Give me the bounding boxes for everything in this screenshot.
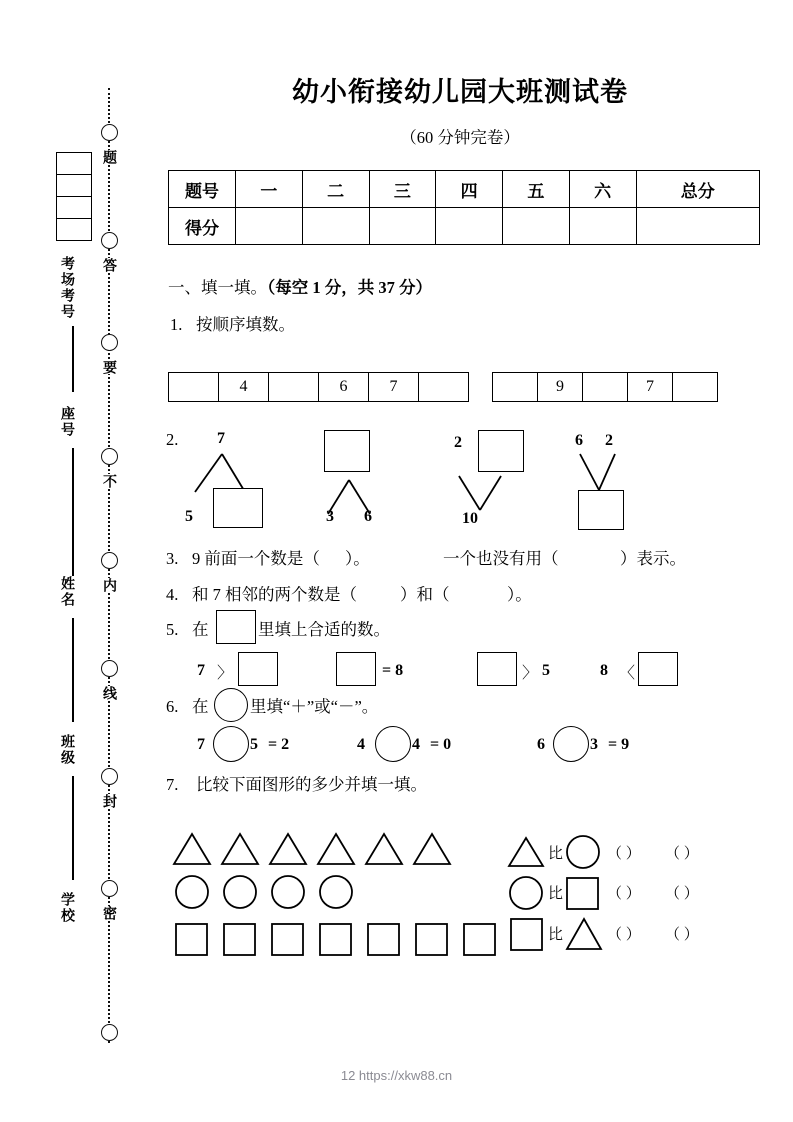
section-heading-prefix: 一、填一填。 xyxy=(168,278,267,297)
page-subtitle: （60 分钟完卷） xyxy=(400,128,520,147)
field-rule-name xyxy=(72,618,74,722)
q1-sequence-left[interactable] xyxy=(168,372,469,402)
score-table-col-6: 总分 xyxy=(636,171,760,208)
score-table-row-label-1: 得分 xyxy=(169,208,236,245)
question-7-text: 比较下面图形的多少并填一填。 xyxy=(196,775,427,794)
q2-bond2-answer-box[interactable] xyxy=(324,430,370,472)
table-row-scores xyxy=(169,208,760,245)
score-cell-3[interactable] xyxy=(436,208,503,245)
q5-expr4-answer-box[interactable] xyxy=(638,652,678,686)
seal-char-6: 封 xyxy=(101,794,116,808)
q2-bond2-left-value: 3 xyxy=(326,508,334,525)
seal-circle-4 xyxy=(101,448,118,465)
seal-char-7: 密 xyxy=(101,906,116,920)
field-label-class: 班级 xyxy=(59,734,74,766)
seal-char-3: 不 xyxy=(101,474,116,488)
q2-bond3-bottom-value: 10 xyxy=(462,510,478,527)
q6-expr2-a: 4 xyxy=(357,736,365,753)
footer-watermark: 12 https://xkw88.cn xyxy=(340,1068,453,1083)
triangle-icon xyxy=(222,834,258,864)
q5-expr2-op-and-value: = 8 xyxy=(382,662,404,679)
section-heading-scoring: （每空 1 分，共 37 分） xyxy=(267,278,432,297)
square-icon xyxy=(224,924,255,955)
question-4-text-mid: ）和（ xyxy=(400,585,450,604)
q5-expr1-left: 7 xyxy=(197,662,205,679)
q5-expr2-right: 8 xyxy=(395,662,404,679)
q1-left-cell-5[interactable] xyxy=(419,373,469,401)
field-rule-class xyxy=(72,776,74,880)
question-3-number: 3. xyxy=(166,549,179,568)
score-table-row-label-0: 题号 xyxy=(169,171,236,208)
triangle-icon xyxy=(414,834,450,864)
question-4-text: 和 7 相邻的两个数是（ xyxy=(192,585,357,604)
question-4-number: 4. xyxy=(166,585,179,604)
score-table-col-4: 五 xyxy=(503,171,570,208)
q5-expr4-op: 〈 xyxy=(619,665,636,682)
q6-expr2-b: 4 xyxy=(412,736,420,753)
section-heading xyxy=(168,278,432,298)
q5-expr1-op: 〉 xyxy=(217,665,234,682)
score-table-col-1: 二 xyxy=(302,171,369,208)
q2-bond1-left-value: 5 xyxy=(185,508,193,525)
q2-bond3-top-left-value: 2 xyxy=(454,434,462,451)
seal-char-0: 题 xyxy=(101,150,116,164)
question-1-number: 1. xyxy=(170,315,183,334)
square-icon xyxy=(464,924,495,955)
q6-expr3-b: 3 xyxy=(590,736,598,753)
question-3-text-a-end: ）。 xyxy=(345,549,370,568)
triangle-icon xyxy=(174,834,210,864)
field-label-seat-number: 座号 xyxy=(59,406,74,438)
question-5-text-b: 里填上合适的数。 xyxy=(258,620,390,639)
q6-expr3-a: 6 xyxy=(537,736,545,753)
question-4-text-end: ）。 xyxy=(507,585,532,604)
q7-compare-blank-3a[interactable]: （ ） xyxy=(607,927,641,943)
question-2-number: 2. xyxy=(166,430,179,449)
q2-bond4-top-left-value: 6 xyxy=(575,432,583,449)
exam-number-box-2[interactable] xyxy=(57,175,91,197)
seal-char-4: 内 xyxy=(101,578,116,592)
q7-compare-blank-3b[interactable]: （ ） xyxy=(665,927,699,943)
q7-compare-word-3: 比 xyxy=(548,927,564,943)
q7-compare-blank-2b[interactable]: （ ） xyxy=(665,886,699,902)
exam-number-box-1[interactable] xyxy=(57,153,91,175)
q1-left-cell-1[interactable]: 4 xyxy=(219,373,269,401)
score-table-col-2: 三 xyxy=(369,171,436,208)
score-table-col-0: 一 xyxy=(236,171,303,208)
score-cell-0[interactable] xyxy=(236,208,303,245)
question-7-number: 7. xyxy=(166,775,179,794)
q6-expr2-result: = 0 xyxy=(430,736,452,753)
field-rule-exam-number xyxy=(72,326,74,392)
seal-circle-3 xyxy=(101,334,118,351)
circle-icon xyxy=(176,876,208,908)
score-table xyxy=(168,170,760,245)
circle-icon xyxy=(224,876,256,908)
q1-right-cell-1[interactable]: 9 xyxy=(538,373,583,401)
circle-icon xyxy=(272,876,304,908)
triangle-icon xyxy=(270,834,306,864)
q6-inline-circle-icon xyxy=(214,688,248,722)
q7-compare-blank-1a[interactable]: （ ） xyxy=(607,846,641,862)
seal-circle-7 xyxy=(101,768,118,785)
left-margin-seal-area xyxy=(0,0,150,1122)
exam-number-boxes[interactable] xyxy=(56,152,92,241)
question-6-text-a: 在 xyxy=(192,697,209,716)
q6-expr1-a: 7 xyxy=(197,736,205,753)
square-icon xyxy=(320,924,351,955)
q5-expr4-left: 8 xyxy=(600,662,608,679)
triangle-icon xyxy=(318,834,354,864)
score-cell-1[interactable] xyxy=(302,208,369,245)
question-3-text-b-end: ）表示。 xyxy=(620,549,686,568)
score-cell-5[interactable] xyxy=(569,208,636,245)
seal-circle-6 xyxy=(101,660,118,677)
q6-expr1-b: 5 xyxy=(250,736,258,753)
circle-icon xyxy=(510,877,542,909)
q6-expr3-result: = 9 xyxy=(608,736,630,753)
square-icon xyxy=(511,919,542,950)
q5-expr3-answer-box[interactable] xyxy=(477,652,517,686)
square-icon xyxy=(272,924,303,955)
q7-compare-blank-2a[interactable]: （ ） xyxy=(607,886,641,902)
seal-circle-8 xyxy=(101,880,118,897)
exam-number-box-4[interactable] xyxy=(57,219,91,241)
question-3-text-b: 一个也没有用（ xyxy=(443,549,559,568)
triangle-icon xyxy=(366,834,402,864)
q1-sequence-right[interactable] xyxy=(492,372,718,402)
square-icon xyxy=(567,878,598,909)
seal-circle-1 xyxy=(101,124,118,141)
seal-circle-2 xyxy=(101,232,118,249)
q7-shape-grid xyxy=(172,832,472,952)
square-icon xyxy=(176,924,207,955)
q1-right-cell-2[interactable] xyxy=(583,373,628,401)
score-table-col-5: 六 xyxy=(569,171,636,208)
q1-left-cell-0[interactable] xyxy=(169,373,219,401)
seal-circle-9 xyxy=(101,1024,118,1041)
triangle-icon xyxy=(567,919,601,949)
score-cell-6[interactable] xyxy=(636,208,760,245)
seal-char-5: 线 xyxy=(101,686,116,700)
question-5-number: 5. xyxy=(166,620,179,639)
q2-bond4-top-right-value: 2 xyxy=(605,432,613,449)
square-icon xyxy=(416,924,447,955)
exam-number-box-3[interactable] xyxy=(57,197,91,219)
circle-icon xyxy=(567,836,599,868)
question-6-text-b: 里填“＋”或“－”。 xyxy=(250,697,379,716)
seal-char-1: 答 xyxy=(101,258,116,272)
q1-right-cell-4[interactable] xyxy=(673,373,718,401)
seal-circle-5 xyxy=(101,552,118,569)
question-6-number: 6. xyxy=(166,697,179,716)
q7-compare-word-1: 比 xyxy=(548,846,564,862)
question-3-text-a: 9 前面一个数是（ xyxy=(192,549,320,568)
q2-bond1-answer-box[interactable] xyxy=(213,488,263,528)
q5-inline-box-icon xyxy=(216,610,256,644)
score-cell-2[interactable] xyxy=(369,208,436,245)
field-label-school: 学校 xyxy=(59,892,74,924)
q7-compare-word-2: 比 xyxy=(548,886,564,902)
q1-left-cell-4[interactable]: 7 xyxy=(369,373,419,401)
q5-expr1-answer-box[interactable] xyxy=(238,652,278,686)
field-label-exam-number: 考场考号 xyxy=(59,256,74,320)
q2-bond3-legs xyxy=(455,474,511,514)
q2-bond2-right-value: 6 xyxy=(364,508,372,525)
q7-compare-blank-1b[interactable]: （ ） xyxy=(665,846,699,862)
field-rule-name-top xyxy=(72,528,74,576)
score-table-col-3: 四 xyxy=(436,171,503,208)
q2-bond3-answer-box[interactable] xyxy=(478,430,524,472)
q6-expr2-operator-circle[interactable] xyxy=(375,726,411,762)
q6-expr3-operator-circle[interactable] xyxy=(553,726,589,762)
question-5-text-a: 在 xyxy=(192,620,209,639)
q1-left-cell-3[interactable]: 6 xyxy=(319,373,369,401)
q2-bond4-answer-box[interactable] xyxy=(578,490,624,530)
field-label-name: 姓名 xyxy=(59,576,74,608)
q2-bond4-legs xyxy=(575,452,621,494)
square-icon xyxy=(368,924,399,955)
question-1-text: 按顺序填数。 xyxy=(196,315,295,334)
q1-right-cell-3[interactable]: 7 xyxy=(628,373,673,401)
table-row-question-numbers xyxy=(169,171,760,208)
score-cell-4[interactable] xyxy=(503,208,570,245)
circle-icon xyxy=(320,876,352,908)
page-title: 幼小衔接幼儿园大班测试卷 xyxy=(292,77,628,107)
q2-bond1-top-value: 7 xyxy=(217,430,225,447)
q1-left-cell-2[interactable] xyxy=(269,373,319,401)
q1-right-cell-0[interactable] xyxy=(493,373,538,401)
q6-expr1-result: = 2 xyxy=(268,736,290,753)
q5-expr2-answer-box[interactable] xyxy=(336,652,376,686)
triangle-icon xyxy=(509,838,543,866)
seal-char-2: 要 xyxy=(101,360,116,374)
q5-expr3-op: 〉 xyxy=(522,665,539,682)
q6-expr1-operator-circle[interactable] xyxy=(213,726,249,762)
q5-expr3-right: 5 xyxy=(542,662,550,679)
